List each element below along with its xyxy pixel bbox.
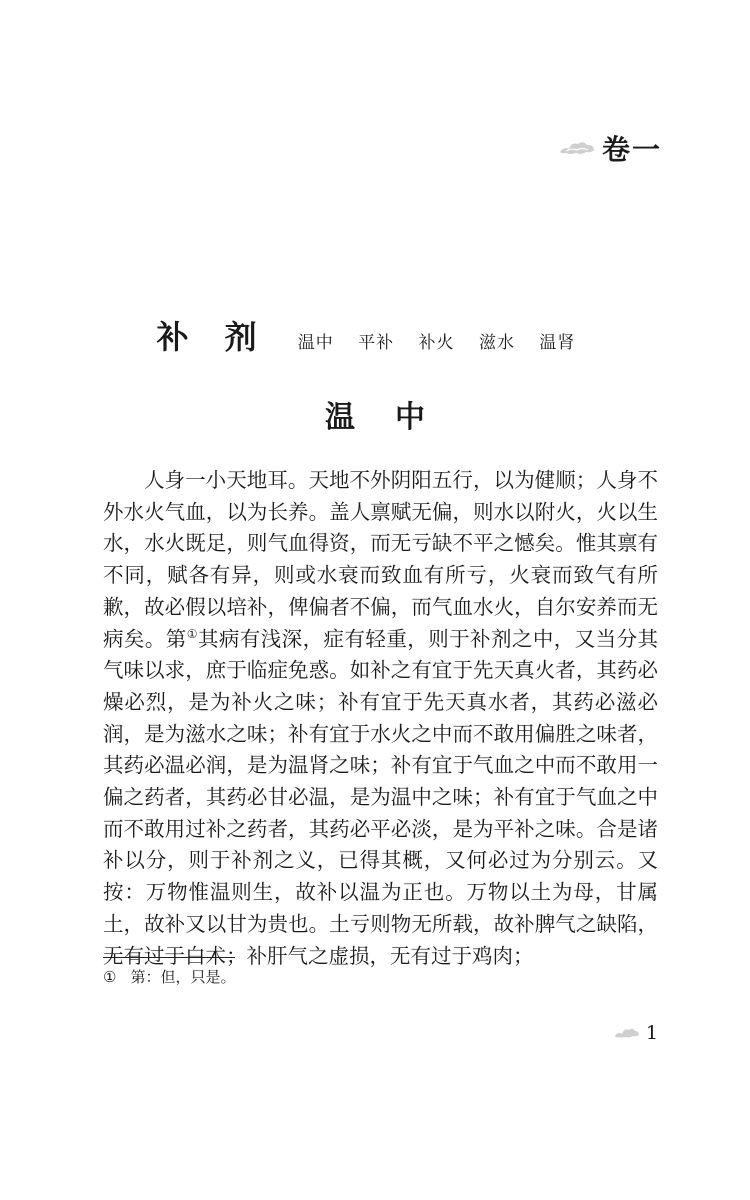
subtopic-5: 温肾 bbox=[539, 333, 576, 353]
cloud-ornament-icon bbox=[614, 1026, 640, 1040]
chapter-title: 卷一 bbox=[601, 133, 662, 166]
subtopic-3: 补火 bbox=[418, 333, 455, 353]
footnote-reference: ① bbox=[186, 626, 198, 641]
footnote bbox=[103, 966, 235, 987]
subtopic-1: 温中 bbox=[297, 333, 334, 353]
subtopic-2: 平补 bbox=[358, 333, 395, 353]
cloud-ornament-icon bbox=[558, 138, 596, 158]
footnote-divider bbox=[103, 957, 235, 958]
page-footer bbox=[614, 1022, 658, 1044]
footnote-text: 第：但，只是。 bbox=[130, 968, 236, 986]
footnote-mark: ① bbox=[103, 968, 117, 986]
section-heading bbox=[0, 312, 750, 358]
chapter-header bbox=[558, 128, 662, 168]
section-subtopics bbox=[298, 333, 594, 353]
page-number: 1 bbox=[645, 1022, 658, 1044]
body-text-part-1: 人身一小天地耳。天地不外阴阳五行，以为健顺；人身不外水火气血，以为长养。盖人禀赋无偏，则水以附火，火以生水，水火既足，则气血得资，而无亏缺不平之憾矣。惟其禀有不同，赋各有异，则或水衰而致血有所亏，火衰而致气有所歉，故必假以培补，俾偏者不偏，而气血水火，自尔安养而无病矣。第 bbox=[103, 468, 658, 651]
subheading: 温中 bbox=[325, 400, 465, 435]
subtopic-4: 滋水 bbox=[478, 333, 515, 353]
section-title: 补剂 bbox=[156, 318, 293, 356]
body-paragraph bbox=[103, 465, 658, 972]
body-text-part-2: 其病有浅深，症有轻重，则于补剂之中，又当分其气味以求，庶于临症免惑。如补之有宜于先天真火者，其药必燥必烈，是为补火之味；补有宜于先天真水者，其药必滋必润，是为滋水之味；补有宜于水火之中而不敢用偏胜之味者，其药必温必润，是为温肾之味；补有宜于气血之中而不敢用一偏之药者，其药必甘必温，是为温中之味；补有宜于气血之中而不敢用过补之药者，其药必平必淡，是为平补之味。合是诸补以分，则于补剂之义，已得其概，又何必过为分别云。又按：万物惟温则生，故补以温为正也。万物以土为母，甘属土，故补又以甘为贵也。土亏则物无所载，故补脾气之缺陷，无有过于白术；补肝气之虚损，无有过于鸡肉； bbox=[103, 626, 659, 968]
